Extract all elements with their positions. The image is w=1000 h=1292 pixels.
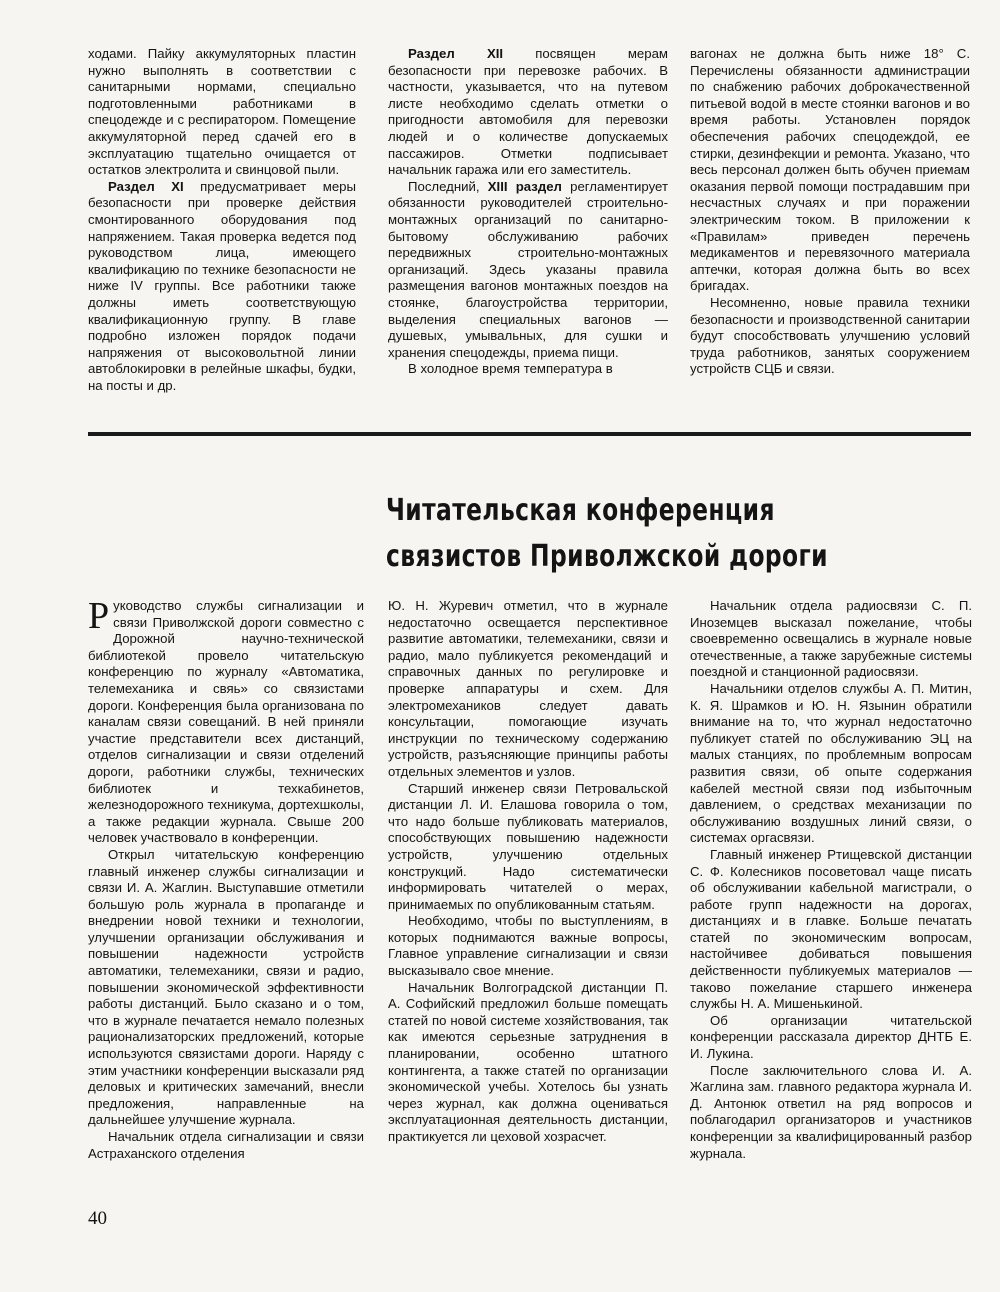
paragraph: Об организации читательской конференции рассказала директор ДНТБ Е. И. Лукина. — [690, 1012, 972, 1062]
section-label: XIII раздел — [487, 178, 562, 194]
page-number: 40 — [88, 1208, 107, 1229]
section-label: Раздел XII — [408, 46, 504, 61]
title-line: связистов Приволжской дороги — [386, 539, 828, 574]
paragraph: В холодное время температура в — [408, 361, 613, 377]
paragraph: Главный инженер Ртищевской дистанции С. Ф. Колесников посоветовал чаще писать об обслуживании кабельной магистрали, о работе групп надежности на дорогах, дистанциях и в главке. Больше печатать статей по экономическим вопросам, настойчивее добиваться повышения действенности публикуемых материалов — таково пожелание старшего инженера службы Н. А. Мишенькиной. — [690, 846, 972, 1012]
paragraph: Старший инженер связи Петровальской дистанции Л. И. Елашова говорила о том, что надо больше публиковать материалов, способствующих повышению надежности устройств, улучшению отдельных конструкций. Надо систематически информировать читателей о мерах, принимаемых по опубликованным статьям. — [388, 780, 668, 912]
paragraph: Необходимо, чтобы по выступлениям, в которых поднимаются важные вопросы, Главное управление сигнализации и связи высказывало свое мнение. — [388, 913, 668, 979]
section-divider — [88, 432, 971, 436]
paragraph: ходами. Пайку аккумуляторных пластин нужно выполнять в соответствии с санитарными нормами, специально подготовленными работниками в спецодежде и с респиратором. Помещение аккумуляторной перед сдачей его в эксплуатацию тщательно очищается от остатков электролита и свинцовой пыли. — [88, 46, 356, 178]
paragraph: Раздел XI предусматривает меры безопасности при проверке действия смонтированного оборудования под напряжением. Такая проверка ведется под руководством лица, имеющего квалификацию по технике безопасности не ниже IV группы. Все работники также должны иметь соответствующую квалификационную группу. В главе подробно изложен порядок подачи напряжения от высоковольтной линии автоблокировки в релейные шкафы, будки, на посты и др. — [88, 178, 356, 393]
drop-cap: Р — [88, 595, 110, 637]
paragraph: Руководство службы сигнализации и связи Приволжской дороги совместно с Дорожной научно-технической библиотекой провело читательскую конференцию по журналу «Автоматика, телемеханика и свяь» со связистами дороги. Конференция была организована по каналам связи совещаний. В ней приняли участие представители всех дистанций, отделов сигнализации и связи отделений дороги, работники службы, технических библиотек и техкабинетов, железнодорожного техникума, дортехшколы, а также редакции журнала. Свыше 200 человек участвовало в конференции. — [88, 595, 364, 846]
article-column-2 — [388, 598, 668, 1146]
paragraph: Раздел XII посвящен мерам безопасности при перевозке рабочих. В частности, указывается, что на путевом листе необходимо сделать отметки о пригодности автомобиля для перевозки людей и о количестве допускаемых пассажиров. Отметки подписывает начальник гаража или его заместитель. — [388, 46, 668, 178]
top-column-1 — [88, 46, 356, 394]
top-column-2 — [388, 46, 668, 378]
paragraph: вагонах не должна быть ниже 18° С. Перечислены обязанности администрации по снабжению рабочих доброкачественной питьевой водой в месте стоянки вагонов и во время работы. Установлен порядок обеспечения рабочих спецодеждой, ее стирки, дезинфекции и ремонта. Указано, что весь персонал должен быть обучен приемам оказания первой помощи пострадавшим при несчастных случаях и при поражении электрическим током. В приложении к «Правилам» приведен перечень медикаментов и перевязочного материала аптечки, которая должна быть во всех бригадах. — [690, 46, 970, 294]
paragraph: Открыл читательскую конференцию главный инженер службы сигнализации и связи И. А. Жаглин. Выступавшие отметили большую роль журнала в пропаганде и внедрении новой техники и технологии, улучшении организации обслуживания и повышении надежности устройств автоматики, телемеханики, связи и радио, повышении экономической эффективности работы дистанций. Было сказано и о том, что в журнале печатается немало полезных рационализаторских предложений, которые используются связистами дороги. Наряду с этим участники конференции высказали ряд деловых и критических замечаний, внесли предложения, направленные на дальнейшее улучшение журнала. — [88, 846, 364, 1128]
paragraph: Последний, XIII раздел регламентирует обязанности руководителей строительно-монтажных организаций по санитарно-бытовому обслуживанию рабочих передвижных строительно-монтажных организаций. Здесь указаны правила размещения вагонов монтажных поездов на стоянке, благоустройства территории, выделения специальных вагонов — душевых, умывальных, для сушки и хранения спецодежды, приема пищи. — [388, 178, 668, 360]
top-column-3 — [690, 46, 970, 378]
title-line: Читательская конференция — [386, 493, 775, 528]
article-column-1 — [88, 595, 364, 1162]
article-column-3 — [690, 598, 972, 1162]
paragraph: Начальник отдела радиосвязи С. П. Иноземцев высказал пожелание, чтобы своевременно освещались в журнале новые отечественные, а также зарубежные системы поездной и станционной радиосвязи. — [690, 598, 972, 680]
paragraph: После заключительного слова И. А. Жаглина зам. главного редактора журнала И. Д. Антонюк ответил на ряд вопросов и поблагодарил организаторов и участников конференции за квалифицированный разбор журнала. — [690, 1062, 972, 1161]
paragraph: Начальник отдела сигнализации и связи Астраханского отделения — [88, 1129, 364, 1161]
article-title — [386, 488, 828, 580]
paragraph: Ю. Н. Журевич отметил, что в журнале недостаточно освещается перспективное развитие автоматики, телемеханики, связи и радио, мало публикуется рекомендаций и справочных данных по регулировке и проверке аппаратуры и схем. Для электромехаников следует давать консультации, помогающие изучать инструкции по техническому содержанию устройств, разъясняющие принципы работы отдельных элементов и узлов. — [388, 598, 668, 779]
paragraph: Начальники отделов службы А. П. Митин, К. Я. Шрамков и Ю. Н. Язынин обратили внимание на то, что журнал недостаточно публикует статей по обслуживанию ЭЦ на малых станциях, по проблемным вопросам развития связи, об опыте содержания кабелей местной связи под избыточным давлением, о средствах механизации по обслуживанию воздушных линий связи, о системах оргасвязи. — [690, 680, 972, 846]
paragraph: Несомненно, новые правила техники безопасности и производственной санитарии будут способствовать улучшению условий труда работников, занятых сооружением устройств СЦБ и связи. — [690, 294, 970, 377]
section-label: Раздел XI — [108, 178, 184, 194]
paragraph: Начальник Волгоградской дистанции П. А. Софийский предложил больше помещать статей по новой системе хозяйствования, так как имеются серьезные затруднения в планировании, особенно штатного контингента, а также статей по организации экономической учебы. Хотелось бы узнать через журнал, как должна оцениваться эксплуатационная деятельность дистанции, практикуется ли цеховой хозрасчет. — [388, 979, 668, 1144]
